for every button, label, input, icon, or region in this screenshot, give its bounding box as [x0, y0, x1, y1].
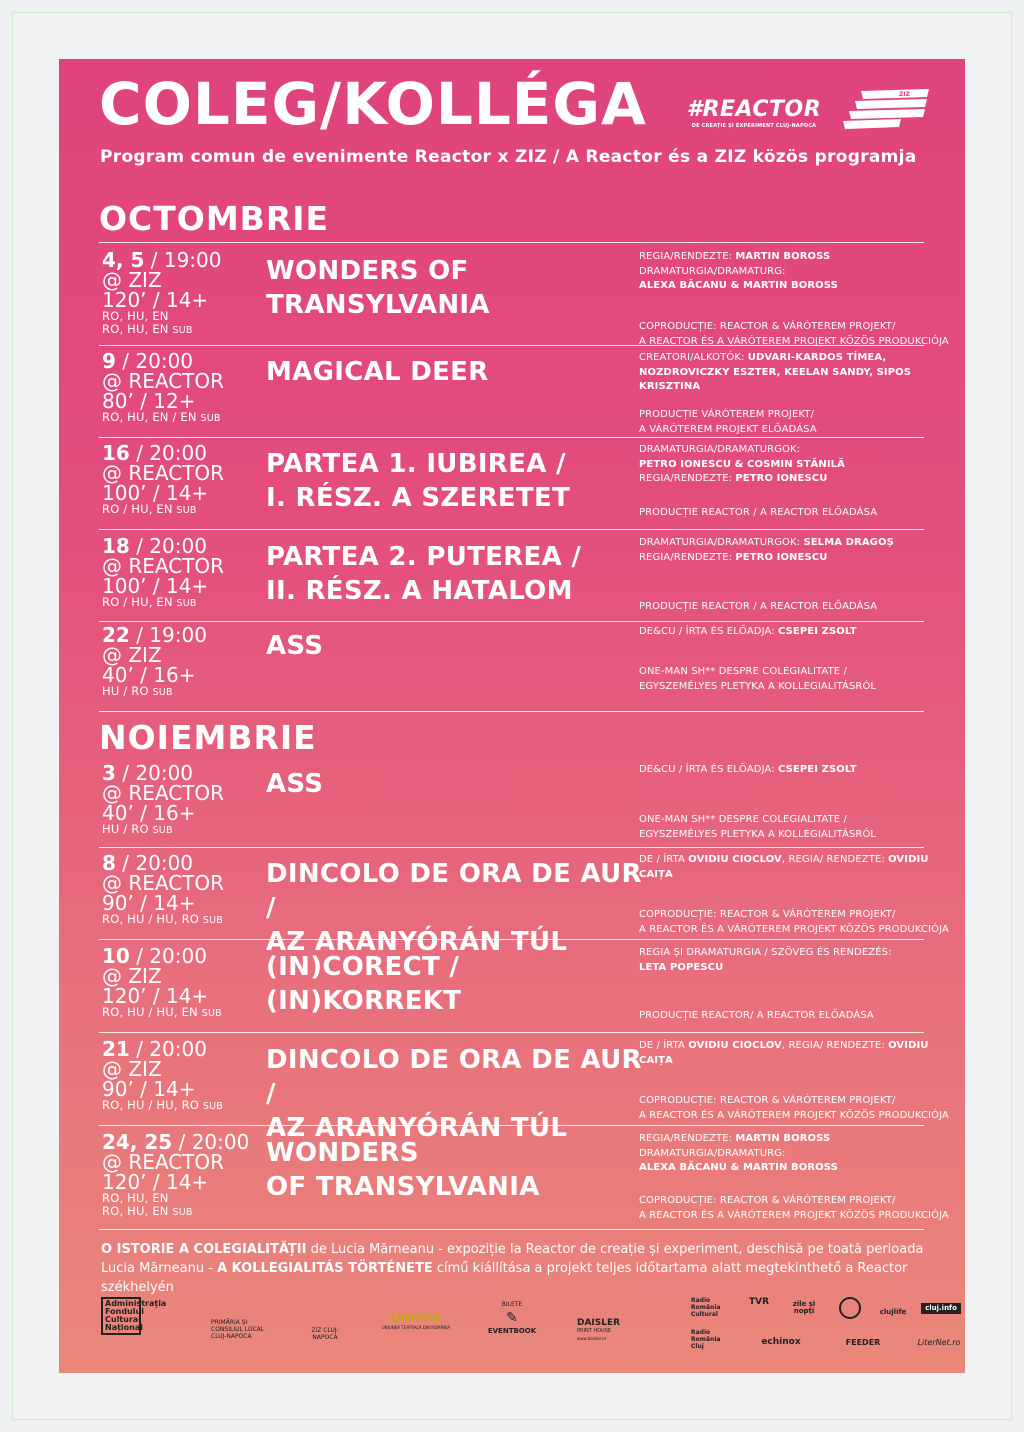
credit-line: NOZDROVICZKY ESZTER, KEELAN SANDY, SIPOS KRISZTINA	[639, 366, 912, 392]
event-date: 10 / 20:00	[102, 944, 207, 968]
event-when	[102, 946, 252, 1019]
seal-logo	[839, 1297, 861, 1319]
credit-line: DRAMATURGIA/DRAMATURG:	[639, 265, 786, 277]
ziz-logo-text: ZIZ	[899, 91, 910, 98]
tvr-logo: TVR	[749, 1297, 770, 1307]
event-venue: @ REACTOR	[102, 871, 225, 895]
event-subtitles: RO, HU, EN SUB	[102, 1203, 193, 1218]
credit-line: ALEXA BĂCANU & MARTIN BOROSS	[639, 1162, 838, 1173]
clujlife-logo: clujlife	[879, 1308, 907, 1316]
production-note: PRODUCȚIE REACTOR / A REACTOR ELŐADÁSA	[639, 601, 878, 612]
event-credits	[639, 1132, 959, 1221]
credit-line: DRAMATURGIA/DRAMATURGOK:	[639, 444, 801, 455]
event-when	[102, 625, 252, 698]
event-when	[102, 1132, 252, 1217]
ziz-logo	[841, 87, 931, 133]
event-date: 21 / 20:00	[102, 1037, 207, 1061]
event-date: 18 / 20:00	[102, 534, 207, 558]
sponsor-logos	[99, 1289, 961, 1359]
event-date: 3 / 20:00	[102, 761, 194, 785]
liternet-logo: LiterNet.ro	[917, 1338, 961, 1347]
divider	[99, 621, 924, 622]
eventbook-logo: BILETE ✎ EVENTBOOK	[487, 1301, 537, 1335]
credit-line: ALEXA BĂCANU & MARTIN BOROSS	[639, 280, 838, 291]
event-venue: @ ZIZ	[102, 268, 162, 292]
primaria-logo: PRIMĂRIA ȘI CONSILIUL LOCAL CLUJ-NAPOCA	[211, 1319, 265, 1340]
credit-line: LETA POPESCU	[639, 961, 724, 973]
event-subtitles: HU / RO SUB	[102, 822, 173, 836]
event-date: 24, 25 / 20:00	[102, 1130, 250, 1154]
credit-line: DE / ÍRTA OVIDIU CIOCLOV, REGIA/ RENDEZTE: OVIDIU CAIȚA	[639, 854, 929, 880]
eventbook-icon: ✎	[506, 1310, 518, 1326]
event-date: 4, 5 / 19:00	[102, 248, 222, 272]
credit-line: REGIA/RENDEZTE: PETRO IONESCU	[639, 551, 828, 563]
event-venue: @ ZIZ	[102, 1057, 162, 1081]
event-title: DINCOLO DE ORA DE AUR / AZ ARANYÓRÁN TÚL	[266, 1045, 642, 1143]
event-duration-age: 120’ / 14+	[102, 288, 209, 312]
event-when	[102, 351, 252, 424]
event-subtitles: RO, HU / HU, EN SUB	[102, 1005, 222, 1019]
event-credits	[639, 536, 959, 612]
daisler-logo: DAISLER PRINT HOUSE www.daisler.ro	[577, 1318, 621, 1341]
divider	[99, 847, 924, 848]
production-note: PRODUCȚIE VÁRÓTEREM PROJEKT/ A VÁRÓTEREM PROJEKT ELŐADÁSA	[639, 409, 817, 435]
event-credits	[639, 853, 959, 935]
page-title: COLEG/KOLLÉGA	[99, 70, 647, 138]
zile-si-nopti-logo: zile și nopți	[792, 1300, 816, 1315]
event-duration-age: 40’ / 16+	[102, 663, 196, 687]
credit-line: DE / ÍRTA OVIDIU CIOCLOV, REGIA/ RENDEZTE: OVIDIU CAIȚA	[639, 1040, 929, 1066]
event-credits	[639, 443, 959, 518]
exhibition-note-ro: O ISTORIE A COLEGIALITĂȚII de Lucia Mărneanu - expoziție la Reactor de creație și experiment, deschisă pe toată perioada	[101, 1242, 924, 1257]
event-when	[102, 763, 252, 836]
reactor-logo	[684, 97, 824, 129]
event-date: 16 / 20:00	[102, 441, 207, 465]
production-note: COPRODUCȚIE: REACTOR & VÁRÓTEREM PROJEKT/ A REACTOR ÉS A VÁRÓTEREM PROJEKT KÖZÖS PRODUKCIÓJA	[639, 909, 949, 935]
event-languages: RO, HU, EN	[102, 309, 169, 323]
event-venue: @ REACTOR	[102, 1150, 225, 1174]
event-when	[102, 853, 252, 926]
event-when	[102, 443, 252, 516]
event-date: 8 / 20:00	[102, 851, 194, 875]
production-note: COPRODUCȚIE: REACTOR & VÁRÓTEREM PROJEKT/ A REACTOR ÉS A VÁRÓTEREM PROJEKT KÖZÖS PRODUKCIÓJA	[639, 1095, 949, 1121]
event-title: MAGICAL DEER	[266, 357, 489, 387]
event-title: WONDERS OF TRANSYLVANIA	[266, 256, 490, 320]
afcn-logo: Administrația Fondului Cultural Național	[101, 1297, 141, 1335]
event-venue: @ REACTOR	[102, 781, 225, 805]
radio-romania-cluj-logo: Radio România Cluj	[691, 1329, 721, 1350]
production-note: COPRODUCȚIE: REACTOR & VÁRÓTEREM PROJEKT/ A REACTOR ÉS A VÁRÓTEREM PROJEKT KÖZÖS PRODUKCIÓJA	[639, 1195, 949, 1221]
event-when	[102, 250, 252, 335]
event-subtitles: RO, HU / HU, RO SUB	[102, 1098, 223, 1112]
event-credits	[639, 763, 959, 840]
event-duration-age: 40’ / 16+	[102, 801, 196, 825]
production-note: ONE-MAN SH** DESPRE COLEGIALITATE / EGYSZEMÉLYES PLETYKA A KOLLEGIALITÁSRÓL	[639, 666, 877, 692]
event-subtitles: RO / HU, EN SUB	[102, 595, 197, 609]
credit-line: DRAMATURGIA/DRAMATURGOK: SELMA DRAGOȘ	[639, 537, 894, 548]
production-note: ONE-MAN SH** DESPRE COLEGIALITATE / EGYSZEMÉLYES PLETYKA A KOLLEGIALITÁSRÓL	[639, 814, 877, 840]
divider	[99, 529, 924, 530]
event-title: DINCOLO DE ORA DE AUR / AZ ARANYÓRÁN TÚL	[266, 859, 642, 957]
event-languages: RO, HU, EN	[102, 1191, 169, 1205]
event-duration-age: 120’ / 14+	[102, 984, 209, 1008]
divider	[99, 711, 924, 712]
event-credits	[639, 1039, 959, 1121]
divider	[99, 437, 924, 438]
cluj-info-logo: cluj.info	[921, 1303, 961, 1314]
event-credits	[639, 250, 959, 347]
credit-line: DRAMATURGIA/DRAMATURG:	[639, 1147, 786, 1159]
event-venue: @ REACTOR	[102, 369, 225, 393]
event-venue: @ REACTOR	[102, 554, 225, 578]
event-title: WONDERS OF TRANSYLVANIA	[266, 1138, 540, 1202]
event-subtitles: HU / RO SUB	[102, 684, 173, 698]
event-title: PARTEA 2. PUTEREA / II. RÉSZ. A HATALOM	[266, 542, 582, 606]
event-subtitles: RO / HU, EN SUB	[102, 502, 197, 516]
divider	[99, 1229, 924, 1230]
exhibition-note-hu: Lucia Mărneanu - A KOLLEGIALITÁS TÖRTÉNETE című kiállítása a projekt teljes időtartama alatt megtekinthető a Reactor székhelyén	[101, 1261, 908, 1295]
event-credits	[639, 351, 959, 435]
echinox-logo: echinox	[761, 1337, 801, 1347]
event-title: PARTEA 1. IUBIREA / I. RÉSZ. A SZERETET	[266, 449, 571, 513]
event-date: 9 / 20:00	[102, 349, 194, 373]
event-venue: @ REACTOR	[102, 461, 225, 485]
event-venue: @ ZIZ	[102, 964, 162, 988]
event-duration-age: 90’ / 14+	[102, 1077, 196, 1101]
credit-line: REGIA ȘI DRAMATURGIA / SZÖVEG ÉS RENDEZÉS:	[639, 947, 892, 958]
credit-line: PETRO IONESCU & COSMIN STĂNILĂ	[639, 458, 845, 470]
event-title: ASS	[266, 769, 324, 799]
uniter-logo: UNITER UNIUNEA TEATRALĂ DIN ROMÂNIA	[381, 1311, 451, 1330]
credit-line: REGIA/RENDEZTE: PETRO IONESCU	[639, 473, 828, 484]
event-duration-age: 80’ / 12+	[102, 389, 196, 413]
event-subtitles: RO, HU, EN SUB	[102, 321, 193, 336]
month-heading-november: NOIEMBRIE	[99, 718, 317, 757]
production-note: PRODUCȚIE REACTOR/ A REACTOR ELŐADÁSA	[639, 1010, 874, 1021]
event-duration-age: 120’ / 14+	[102, 1170, 209, 1194]
event-venue: @ ZIZ	[102, 643, 162, 667]
reactor-logo-subtext: DE CREAȚIE ȘI EXPERIMENT CLUJ-NAPOCA	[691, 123, 817, 129]
credit-line: DE&CU / ÍRTA ÉS ELŐADJA: CSEPEI ZSOLT	[639, 764, 857, 775]
credit-line: DE&CU / ÍRTA ÉS ELŐADJA: CSEPEI ZSOLT	[639, 626, 857, 637]
production-note: COPRODUCȚIE: REACTOR & VÁRÓTEREM PROJEKT/ A REACTOR ÉS A VÁRÓTEREM PROJEKT KÖZÖS PRODUKCIÓJA	[639, 321, 949, 347]
event-duration-age: 100’ / 14+	[102, 481, 209, 505]
event-credits	[639, 625, 959, 692]
page-subtitle: Program comun de evenimente Reactor x ZIZ / A Reactor és a ZIZ közös programja	[100, 147, 917, 167]
event-duration-age: 90’ / 14+	[102, 891, 196, 915]
event-credits	[639, 946, 959, 1021]
credit-line: REGIA/RENDEZTE: MARTIN BOROSS	[639, 251, 831, 262]
radio-romania-cultural-logo: Radio România Cultural	[691, 1297, 721, 1318]
credit-line: CREATORI/ALKOTÓK: UDVARI-KARDOS TÍMEA,	[639, 352, 887, 363]
feeder-logo: FEEDER	[845, 1338, 881, 1347]
event-when	[102, 1039, 252, 1112]
event-subtitles: RO, HU, EN / EN SUB	[102, 410, 221, 424]
theatre-logo: ZIZ CLUJ-NAPOCA	[311, 1327, 339, 1341]
month-heading-october: OCTOMBRIE	[99, 199, 330, 238]
event-title: (IN)CORECT / (IN)KORREKT	[266, 952, 462, 1016]
event-when	[102, 536, 252, 609]
event-duration-age: 100’ / 14+	[102, 574, 209, 598]
credit-line: REGIA/RENDEZTE: MARTIN BOROSS	[639, 1133, 831, 1144]
poster	[59, 59, 965, 1373]
event-title: ASS	[266, 631, 324, 661]
production-note: PRODUCȚIE REACTOR / A REACTOR ELŐADÁSA	[639, 507, 878, 518]
event-date: 22 / 19:00	[102, 623, 207, 647]
event-subtitles: RO, HU / HU, RO SUB	[102, 912, 223, 926]
reactor-logo-text: #REACTOR	[686, 97, 822, 122]
divider	[99, 242, 924, 243]
divider	[99, 1032, 924, 1033]
